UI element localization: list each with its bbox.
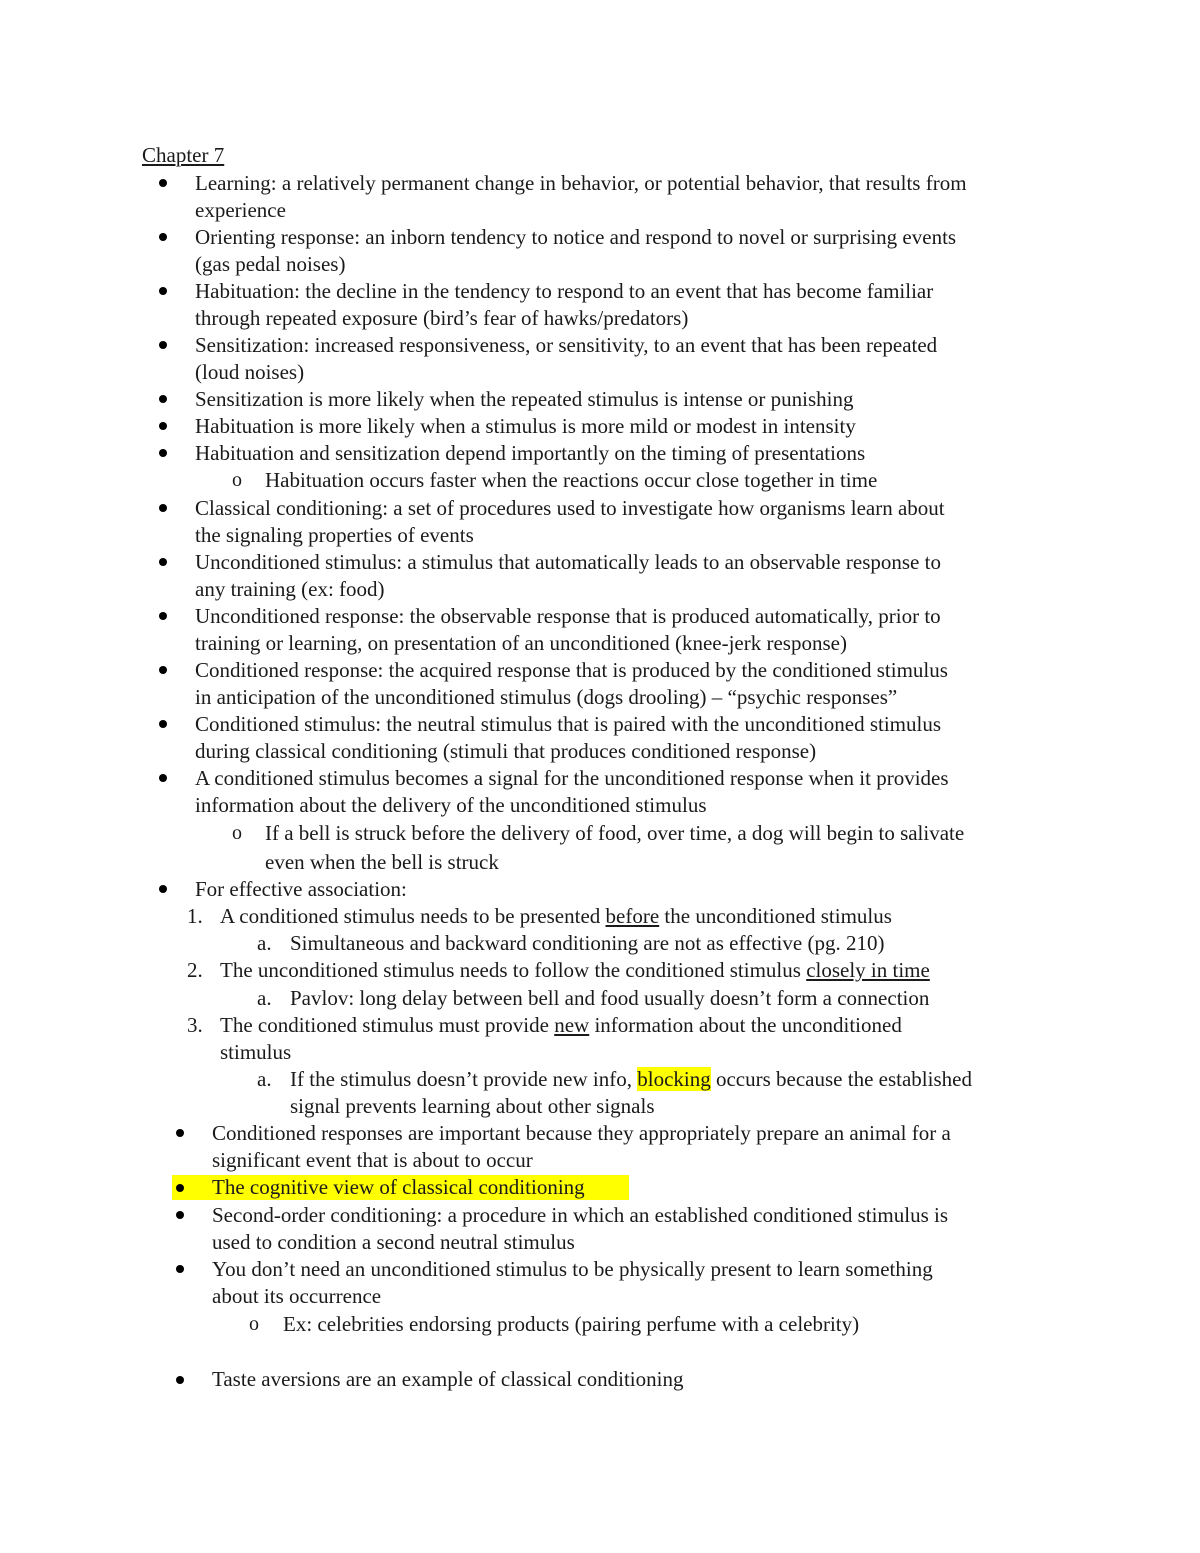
- lettered-item: Pavlov: long delay between bell and food usually doesn’t form a connection: [290, 986, 930, 1010]
- bullet-icon: [159, 774, 167, 782]
- sub-bullet-marker: o: [249, 1313, 259, 1335]
- list-number: 1.: [187, 904, 203, 928]
- list-item-cont: the signaling properties of events: [195, 523, 474, 547]
- list-item-cont: experience: [195, 198, 286, 222]
- highlighted-text: blocking: [637, 1067, 711, 1091]
- bullet-icon: [176, 1211, 184, 1219]
- bullet-icon: [176, 1376, 184, 1384]
- bullet-icon: [159, 449, 167, 457]
- sub-list-item: Ex: celebrities endorsing products (pairing perfume with a celebrity): [283, 1312, 860, 1336]
- list-item: Unconditioned stimulus: a stimulus that automatically leads to an observable response to: [195, 550, 941, 574]
- sub-bullet-marker: o: [232, 469, 242, 491]
- lettered-item-cont: signal prevents learning about other signals: [290, 1094, 655, 1118]
- list-letter: a.: [257, 986, 272, 1010]
- list-item-cont: training or learning, on presentation of an unconditioned (knee-jerk response): [195, 631, 847, 655]
- highlighted-list-item: The cognitive view of classical conditioning: [212, 1175, 585, 1199]
- numbered-item: [220, 903, 892, 930]
- text-segment: the unconditioned stimulus: [659, 904, 892, 928]
- list-item-cont: (loud noises): [195, 360, 305, 384]
- list-item: Habituation: the decline in the tendency to respond to an event that has become familiar: [195, 279, 934, 303]
- numbered-item: [220, 957, 930, 984]
- text-segment: The conditioned stimulus must provide: [220, 1013, 555, 1037]
- list-item: Classical conditioning: a set of procedures used to investigate how organisms learn about: [195, 496, 945, 520]
- sub-list-item-cont: even when the bell is struck: [265, 850, 499, 874]
- bullet-icon: [159, 287, 167, 295]
- bullet-icon: [159, 233, 167, 241]
- bullet-icon: [159, 885, 167, 893]
- bullet-icon: [159, 341, 167, 349]
- list-item: Conditioned response: the acquired response that is produced by the conditioned stimulus: [195, 658, 948, 682]
- underlined-text: new: [554, 1013, 590, 1037]
- lettered-item: Simultaneous and backward conditioning are not as effective (pg. 210): [290, 931, 885, 955]
- list-number: 3.: [187, 1013, 203, 1037]
- list-item: Habituation is more likely when a stimulus is more mild or modest in intensity: [195, 414, 856, 438]
- list-item: Conditioned stimulus: the neutral stimulus that is paired with the unconditioned stimulus: [195, 712, 942, 736]
- sub-list-item: Habituation occurs faster when the reactions occur close together in time: [265, 468, 878, 492]
- lettered-item: [290, 1066, 972, 1093]
- numbered-item: [220, 1012, 902, 1039]
- numbered-item-cont: stimulus: [220, 1040, 292, 1064]
- page-title: Chapter 7: [142, 143, 225, 167]
- list-item-cont: used to condition a second neutral stimulus: [212, 1230, 575, 1254]
- list-letter: a.: [257, 1067, 272, 1091]
- bullet-icon: [159, 504, 167, 512]
- list-item: Orienting response: an inborn tendency to notice and respond to novel or surprising events: [195, 225, 957, 249]
- list-item-cont: in anticipation of the unconditioned stimulus (dogs drooling) – “psychic responses”: [195, 685, 898, 709]
- bullet-icon: [176, 1265, 184, 1273]
- list-item: For effective association:: [195, 877, 407, 901]
- bullet-icon: [159, 395, 167, 403]
- list-item: Second-order conditioning: a procedure in which an established conditioned stimulus is: [212, 1203, 949, 1227]
- bullet-icon: [159, 422, 167, 430]
- list-item-cont: through repeated exposure (bird’s fear of hawks/predators): [195, 306, 689, 330]
- list-item: Habituation and sensitization depend importantly on the timing of presentations: [195, 441, 866, 465]
- underlined-text: closely in time: [806, 958, 930, 982]
- list-item-cont: (gas pedal noises): [195, 252, 346, 276]
- sub-bullet-marker: o: [232, 822, 242, 844]
- list-item: Learning: a relatively permanent change in behavior, or potential behavior, that results from: [195, 171, 967, 195]
- list-item: Taste aversions are an example of classical conditioning: [212, 1367, 684, 1391]
- bullet-icon: [159, 666, 167, 674]
- list-item: Sensitization: increased responsiveness, or sensitivity, to an event that has been repeated: [195, 333, 938, 357]
- text-segment: A conditioned stimulus needs to be presented: [220, 904, 606, 928]
- list-item: Conditioned responses are important because they appropriately prepare an animal for a: [212, 1121, 951, 1145]
- bullet-icon: [159, 720, 167, 728]
- list-item-cont: any training (ex: food): [195, 577, 385, 601]
- bullet-icon: [176, 1129, 184, 1137]
- list-letter: a.: [257, 931, 272, 955]
- sub-list-item: If a bell is struck before the delivery of food, over time, a dog will begin to salivate: [265, 821, 965, 845]
- bullet-icon: [159, 179, 167, 187]
- list-item-cont: during classical conditioning (stimuli that produces conditioned response): [195, 739, 817, 763]
- bullet-icon: [159, 558, 167, 566]
- bullet-icon: [176, 1184, 184, 1192]
- list-item: Sensitization is more likely when the repeated stimulus is intense or punishing: [195, 387, 854, 411]
- list-item: A conditioned stimulus becomes a signal for the unconditioned response when it provides: [195, 766, 949, 790]
- underlined-text: before: [605, 904, 660, 928]
- text-segment: occurs because the established: [710, 1067, 972, 1091]
- list-item: You don’t need an unconditioned stimulus to be physically present to learn something: [212, 1257, 933, 1281]
- bullet-icon: [159, 612, 167, 620]
- list-item-cont: significant event that is about to occur: [212, 1148, 533, 1172]
- text-segment: If the stimulus doesn’t provide new info,: [290, 1067, 638, 1091]
- list-number: 2.: [187, 958, 203, 982]
- text-segment: information about the unconditioned: [589, 1013, 902, 1037]
- list-item-cont: information about the delivery of the unconditioned stimulus: [195, 793, 707, 817]
- list-item-cont: about its occurrence: [212, 1284, 382, 1308]
- text-segment: The unconditioned stimulus needs to follow the conditioned stimulus: [220, 958, 807, 982]
- list-item: Unconditioned response: the observable response that is produced automatically, prior to: [195, 604, 941, 628]
